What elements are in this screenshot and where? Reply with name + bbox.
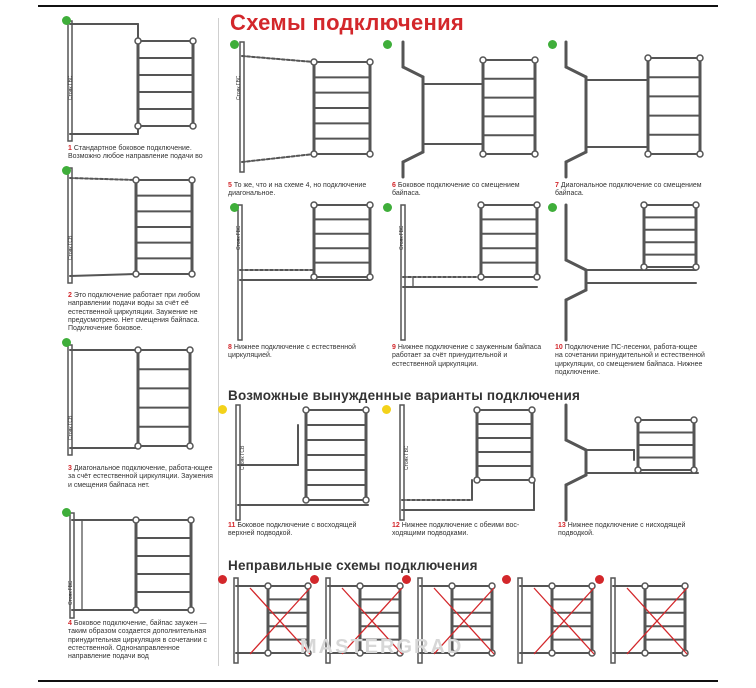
status-dot-ok — [548, 203, 557, 212]
scheme-diagram — [512, 578, 602, 663]
scheme-caption — [68, 292, 216, 333]
scheme-1 — [58, 16, 208, 141]
riser-pipe — [234, 578, 238, 663]
status-dot-ok — [230, 40, 239, 49]
scheme-number: 13 — [558, 522, 566, 529]
section-title-forced: Возможные вынужденные варианты подключения — [228, 388, 581, 403]
scheme-11 — [228, 405, 378, 520]
scheme-diagram — [395, 205, 545, 340]
scheme-text: Это подключение работает при любом направлении подачи воды за счёт её естественной циркуляции. Заужение не предусмотрено. Нет смещения байпаса. Подключение боковое. — [68, 292, 200, 333]
status-dot-ok — [383, 203, 392, 212]
towel-rail — [135, 38, 196, 129]
scheme-text: Диагональное подключение, работа-ющее за счёт естественной циркуляции. Заужения и смещения байпаса нет. — [68, 465, 213, 489]
watermark: MASTERGRAD — [300, 636, 464, 658]
wrong-cross-icon — [627, 588, 687, 654]
scheme-13 — [558, 405, 708, 520]
status-dot-wrong — [502, 575, 511, 584]
scheme-number: 8 — [228, 344, 232, 351]
scheme-caption — [392, 344, 542, 369]
scheme-caption — [555, 344, 705, 377]
scheme-diagram — [395, 42, 545, 177]
scheme-caption — [68, 465, 216, 490]
towel-rail — [635, 417, 697, 473]
scheme-caption — [558, 522, 708, 539]
riser-pipe — [611, 578, 615, 663]
status-dot-ok — [62, 508, 71, 517]
scheme-2 — [58, 168, 208, 283]
status-dot-forced — [382, 405, 391, 414]
scheme-caption — [68, 620, 216, 661]
scheme-number: 7 — [555, 182, 559, 189]
scheme-number: 3 — [68, 465, 72, 472]
riser-pipe — [240, 42, 244, 172]
scheme-number: 12 — [392, 522, 400, 529]
pipe-segment — [403, 67, 423, 77]
scheme-diagram — [558, 205, 708, 340]
page-title: Схемы подключения — [230, 10, 465, 35]
scheme-3 — [58, 340, 208, 455]
status-dot-forced — [218, 405, 227, 414]
scheme-text: Боковое подключение со смещением байпаса. — [392, 182, 520, 198]
towel-rail — [641, 202, 699, 270]
scheme-text: Диагональное подключение со смещением байпаса. — [555, 182, 702, 198]
pipe-segment — [70, 274, 136, 276]
scheme-diagram — [58, 16, 208, 141]
status-dot-ok — [548, 40, 557, 49]
towel-rail — [303, 407, 369, 503]
towel-rail — [135, 347, 193, 449]
scheme-6 — [395, 42, 545, 177]
scheme-diagram — [58, 508, 208, 618]
scheme-diagram — [58, 340, 208, 455]
pipe-segment — [566, 260, 586, 270]
scheme-caption — [68, 145, 216, 162]
status-dot-wrong — [218, 575, 227, 584]
top-rule — [38, 5, 718, 7]
scheme-text: Боковое подключение с восходящей верхней подводкой. — [228, 522, 357, 538]
riser-label: Стояк ГВС — [236, 225, 242, 250]
scheme-diagram — [605, 578, 695, 663]
scheme-number: 9 — [392, 344, 396, 351]
towel-rail — [474, 407, 535, 483]
scheme-diagram — [558, 42, 708, 177]
scheme-text: То же, что и на схеме 4, но подключение диагональное. — [228, 182, 367, 198]
towel-rail — [480, 57, 538, 157]
riser-pipe — [68, 168, 72, 283]
towel-rail — [311, 59, 373, 157]
wrong-scheme-5 — [605, 578, 695, 663]
riser-label: Стояк ГВС — [404, 445, 410, 470]
pipe-segment — [566, 290, 586, 300]
scheme-text: Нижнее подключение с естественной циркуляцией. — [228, 344, 356, 360]
pipe-segment — [566, 67, 586, 77]
status-dot-ok — [230, 203, 239, 212]
column-divider — [218, 18, 219, 666]
scheme-number: 11 — [228, 522, 236, 529]
section-title-wrong: Неправильные схемы подключения — [228, 558, 478, 573]
riser-label: Стояк ГВС — [236, 75, 242, 100]
pipe-segment — [403, 152, 423, 162]
scheme-caption — [392, 522, 542, 539]
scheme-9 — [395, 205, 545, 340]
wrong-scheme-4 — [512, 578, 602, 663]
scheme-number: 6 — [392, 182, 396, 189]
scheme-caption — [392, 182, 542, 199]
wrong-cross-icon — [534, 588, 594, 654]
scheme-10 — [558, 205, 708, 340]
scheme-diagram — [232, 42, 377, 177]
status-dot-ok — [62, 166, 71, 175]
bottom-rule — [38, 680, 718, 682]
status-dot-ok — [62, 338, 71, 347]
scheme-text: Стандартное боковое подключение. Возможно любое направление подачи во — [68, 145, 203, 161]
status-dot-ok — [383, 40, 392, 49]
scheme-12 — [392, 405, 542, 520]
pipe-segment — [566, 152, 586, 162]
towel-rail — [133, 177, 195, 277]
pipe-segment — [566, 440, 586, 450]
scheme-number: 1 — [68, 145, 72, 152]
towel-rail — [311, 202, 373, 280]
scheme-8 — [232, 205, 377, 340]
riser-label: Стояк ГСВ — [68, 415, 74, 440]
riser-label: Стояк ГСВ — [240, 445, 246, 470]
riser-label: Стояк ГВС — [399, 225, 405, 250]
riser-label: Стояк ГСВ — [68, 235, 74, 260]
pipe-segment — [566, 475, 586, 485]
riser-pipe — [518, 578, 522, 663]
riser-label: Стояк ГВС — [68, 75, 74, 100]
status-dot-wrong — [595, 575, 604, 584]
status-dot-wrong — [402, 575, 411, 584]
scheme-diagram — [558, 405, 708, 520]
pipe-segment — [70, 178, 136, 180]
scheme-7 — [558, 42, 708, 177]
scheme-caption — [228, 344, 378, 361]
scheme-number: 10 — [555, 344, 563, 351]
pipe-segment — [242, 154, 314, 162]
scheme-number: 5 — [228, 182, 232, 189]
scheme-text: Подключение ПС-лесенки, работа-ющее на сочетании принудительной и естественной циркуляции, со смещением байпаса. Нижнее подключение. — [555, 344, 705, 376]
riser-label: Стояк ГВС — [68, 580, 74, 605]
scheme-number: 4 — [68, 620, 72, 627]
towel-rail — [133, 517, 194, 613]
status-dot-ok — [62, 16, 71, 25]
scheme-caption — [228, 182, 378, 199]
scheme-diagram — [228, 405, 378, 520]
scheme-number: 2 — [68, 292, 72, 299]
scheme-text: Нижнее подключение с нисходящей подводкой. — [558, 522, 686, 538]
scheme-text: Боковое подключение, байпас заужен — таким образом создается дополнительная принудительная циркуляция в сочетании с естественной. Однонаправленное направление подачи вод — [68, 620, 208, 661]
scheme-4 — [58, 508, 208, 618]
scheme-caption — [228, 522, 378, 539]
status-dot-wrong — [310, 575, 319, 584]
pipe-segment — [242, 56, 314, 62]
scheme-diagram — [58, 168, 208, 283]
scheme-text: Нижнее подключение с зауженным байпаса работает за счёт принудительной и естественной циркуляции. — [392, 344, 542, 368]
scheme-diagram — [392, 405, 542, 520]
scheme-diagram — [232, 205, 377, 340]
towel-rail — [478, 202, 540, 280]
scheme-5 — [232, 42, 377, 177]
towel-rail — [645, 55, 703, 157]
scheme-caption — [555, 182, 705, 199]
scheme-text: Нижнее подключение с обеими вос-ходящими подводками. — [392, 522, 520, 538]
